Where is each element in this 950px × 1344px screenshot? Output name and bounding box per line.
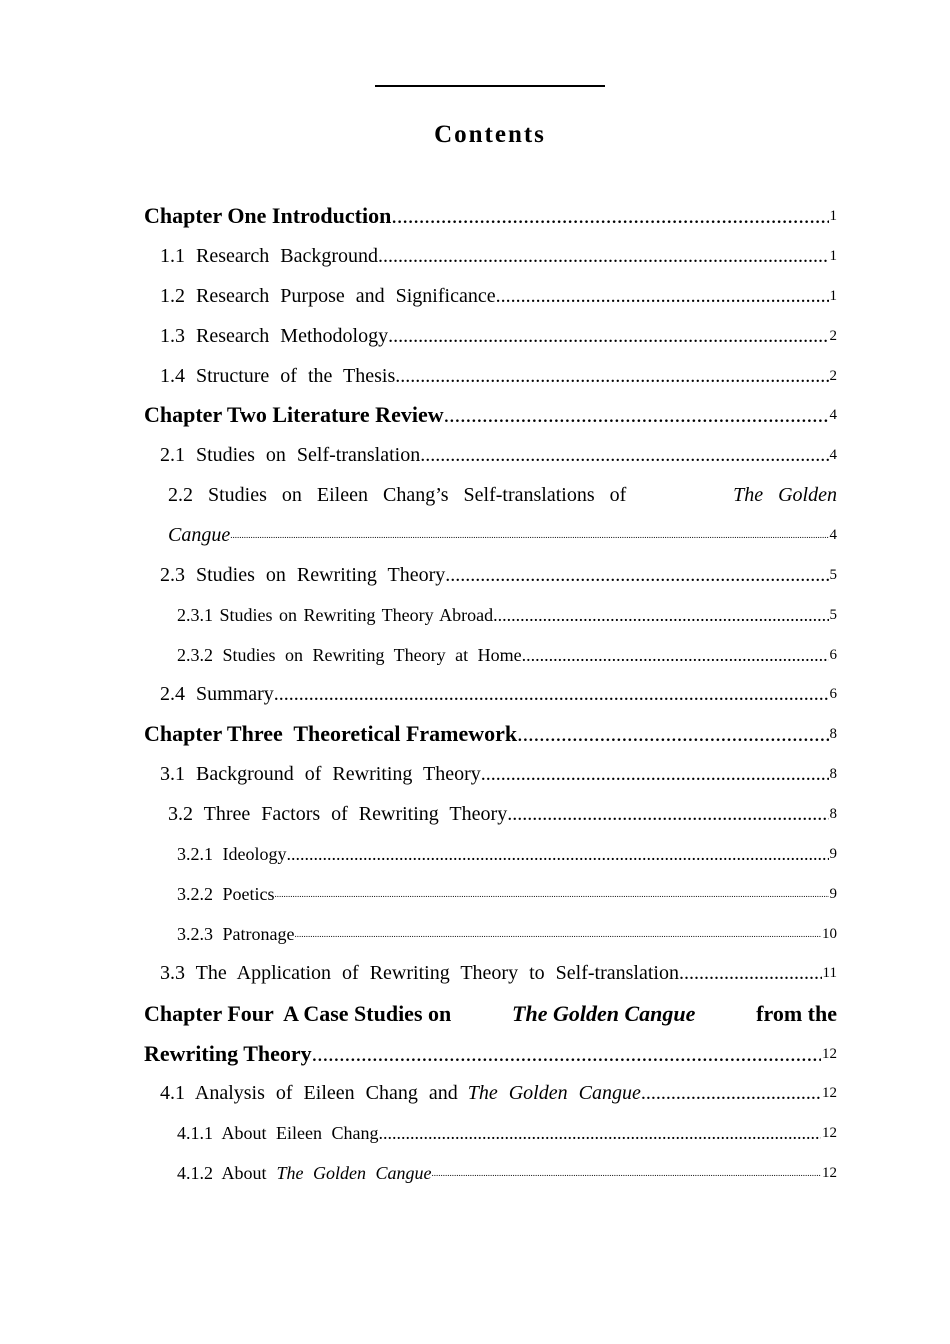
leader-dots	[496, 285, 829, 308]
toc-entry-1-2[interactable]	[160, 276, 837, 316]
toc-entry-label: 3.3 The Application of Rewriting Theory to Self-translation	[160, 961, 679, 984]
toc-entry-4-1[interactable]	[160, 1073, 837, 1113]
toc-entry-label: Chapter Four A Case Studies on	[144, 1001, 452, 1026]
toc-entry-label: 4.1.2 About	[177, 1162, 267, 1183]
leader-dots	[286, 844, 828, 865]
leader-dots	[391, 203, 828, 229]
toc-entry-label: 2.1 Studies on Self-translation	[160, 443, 421, 466]
toc-page-number: 6	[829, 685, 837, 702]
toc-entry-2-3[interactable]	[160, 555, 837, 595]
toc-entry-label: 3.2 Three Factors of Rewriting Theory	[168, 802, 508, 825]
toc-page-number: 1	[829, 247, 837, 264]
toc-entry-label: 2.3 Studies on Rewriting Theory	[160, 563, 446, 586]
leader-dots	[679, 962, 822, 985]
toc-entry-2-2-line2[interactable]	[168, 515, 837, 555]
leader-dots	[312, 1041, 821, 1067]
toc-entry-label: 1.3 Research Methodology	[160, 324, 389, 347]
toc-entry-chapter-four-line2[interactable]	[144, 1034, 837, 1074]
leader-dots	[274, 683, 829, 706]
toc-entry-4-1-1[interactable]	[177, 1113, 837, 1153]
toc-entry-label-italic: The Golden Cangue	[512, 1001, 696, 1026]
leader-dots	[641, 1082, 821, 1105]
toc-entry-3-2-2[interactable]	[177, 874, 837, 914]
toc-entry-label: 1.1 Research Background	[160, 244, 379, 267]
toc-page-number: 10	[822, 925, 837, 942]
toc-entry-chapter-two[interactable]	[144, 395, 837, 435]
toc-entry-label: 3.2.2 Poetics	[177, 883, 275, 904]
toc-entry-1-3[interactable]	[160, 316, 837, 356]
toc-entry-label: Rewriting Theory	[144, 1041, 312, 1066]
toc-page-number: 4	[829, 406, 837, 423]
toc-entry-label: Chapter One Introduction	[144, 203, 392, 228]
toc-entry-3-2-3[interactable]	[177, 914, 837, 954]
toc-page-number: 4	[829, 446, 837, 463]
toc-page-number: 12	[822, 1045, 837, 1062]
toc-page-number: 9	[829, 845, 837, 862]
leader-dots	[420, 444, 828, 467]
toc-entry-4-1-2[interactable]	[177, 1153, 837, 1193]
leader-dots	[275, 889, 829, 899]
toc-entry-chapter-four-line1[interactable]	[144, 994, 837, 1034]
toc-entry-label: 1.2 Research Purpose and Significance	[160, 284, 496, 307]
toc-entry-3-2[interactable]	[168, 794, 837, 834]
toc-page-number: 12	[822, 1124, 837, 1141]
toc-entry-3-3[interactable]	[160, 953, 837, 993]
toc-entry-3-2-1[interactable]	[177, 834, 837, 874]
toc-page-number: 12	[822, 1084, 837, 1101]
toc-page-number: 1	[829, 207, 837, 224]
toc-entry-label-italic: The Golden Cangue	[467, 1081, 641, 1104]
toc-entry-label: 3.2.1 Ideology	[177, 843, 287, 864]
toc-page-number: 4	[829, 526, 837, 543]
leader-dots	[395, 365, 828, 388]
toc-entry-label: Chapter Two Literature Review	[144, 402, 444, 427]
leader-dots	[444, 402, 829, 428]
toc-entry-2-3-2[interactable]	[177, 635, 837, 675]
toc-entry-2-2-line1[interactable]	[168, 475, 837, 515]
leader-dots	[522, 645, 829, 666]
leader-dots	[230, 530, 828, 540]
toc-entry-1-1[interactable]	[160, 236, 837, 276]
toc-entry-label-italic: The Golden	[733, 483, 837, 506]
toc-page-number: 6	[829, 646, 837, 663]
toc-entry-label: 2.3.2 Studies on Rewriting Theory at Home	[177, 644, 522, 665]
leader-dots	[432, 1168, 822, 1178]
leader-dots	[493, 605, 828, 626]
toc-entry-label: 2.4 Summary	[160, 682, 274, 705]
toc-page-number: 8	[829, 805, 837, 822]
toc-entry-label: 2.3.1 Studies on Rewriting Theory Abroad	[177, 604, 494, 625]
leader-dots	[445, 564, 828, 587]
toc-page-number: 5	[829, 606, 837, 623]
toc-entry-chapter-three[interactable]	[144, 714, 837, 754]
toc-entry-2-1[interactable]	[160, 435, 837, 475]
leader-dots	[517, 721, 828, 747]
toc-entry-label: Chapter Three Theoretical Framework	[144, 721, 518, 746]
header-rule	[375, 85, 605, 87]
leader-dots	[481, 763, 829, 786]
toc-page-number: 8	[829, 725, 837, 742]
toc-entry-label: 4.1 Analysis of Eileen Chang and	[160, 1081, 458, 1104]
leader-dots	[294, 929, 821, 939]
toc-entry-label: from the	[756, 1001, 837, 1026]
toc-page-number: 11	[822, 964, 837, 981]
toc-entry-2-3-1[interactable]	[177, 595, 837, 635]
toc-entry-label: 3.2.3 Patronage	[177, 923, 295, 944]
leader-dots	[378, 245, 828, 268]
toc-page-number: 12	[822, 1164, 837, 1181]
toc-entry-1-4[interactable]	[160, 356, 837, 396]
leader-dots	[388, 325, 828, 348]
toc-entry-label: 2.2 Studies on Eileen Chang’s Self-translations of	[168, 483, 627, 506]
page-title: Contents	[434, 121, 546, 148]
leader-dots	[378, 1123, 821, 1144]
toc-page-number: 2	[829, 367, 837, 384]
toc-entry-label-italic: The Golden Cangue	[276, 1162, 432, 1183]
toc-page-number: 2	[829, 327, 837, 344]
toc-entry-label: 3.1 Background of Rewriting Theory	[160, 762, 481, 785]
toc-page-number: 8	[829, 765, 837, 782]
toc-entry-label-italic: Cangue	[168, 523, 231, 546]
toc-page-number: 9	[829, 885, 837, 902]
toc-entry-label: 4.1.1 About Eileen Chang	[177, 1122, 379, 1143]
toc-entry-label: 1.4 Structure of the Thesis	[160, 364, 396, 387]
toc-entry-chapter-one[interactable]	[144, 196, 837, 236]
toc-page-number: 1	[829, 287, 837, 304]
toc-entry-3-1[interactable]	[160, 754, 837, 794]
toc-entry-2-4[interactable]	[160, 674, 837, 714]
toc-page-number: 5	[829, 566, 837, 583]
leader-dots	[507, 803, 828, 826]
